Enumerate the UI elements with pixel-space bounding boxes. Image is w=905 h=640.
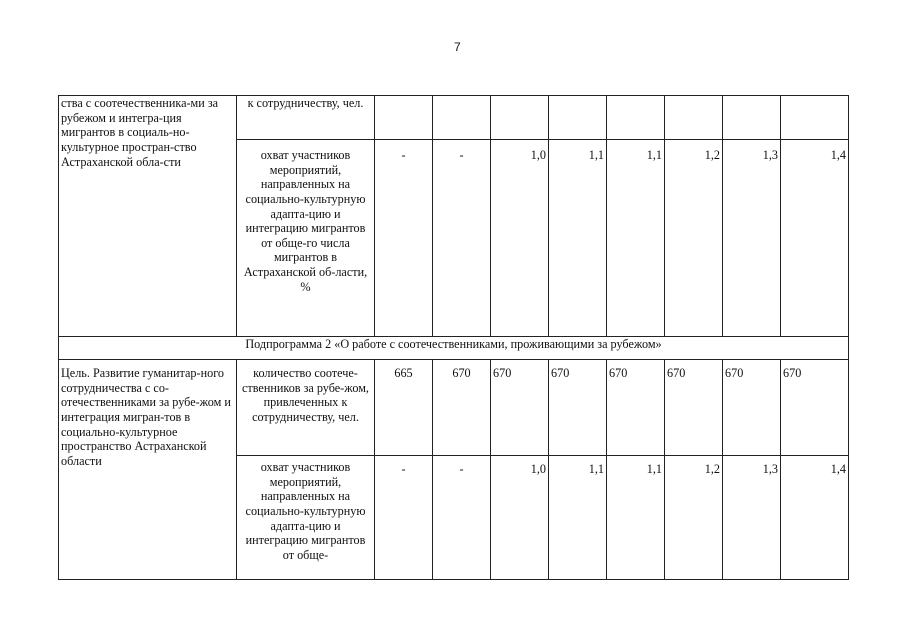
value-cell: 1,3: [723, 140, 781, 337]
value-cell: 670: [549, 360, 607, 456]
value-cell: 1,1: [549, 456, 607, 580]
value-cell: 1,1: [607, 456, 665, 580]
value-cell: [665, 96, 723, 140]
value-cell: 1,2: [665, 140, 723, 337]
value-cell: 1,0: [491, 140, 549, 337]
value-cell: -: [375, 140, 433, 337]
value-cell: -: [375, 456, 433, 580]
value-cell: 670: [781, 360, 849, 456]
value-cell: -: [433, 456, 491, 580]
value-cell: 1,4: [781, 140, 849, 337]
value-cell: 1,1: [607, 140, 665, 337]
indicators-table: [58, 95, 849, 580]
value-cell: [549, 96, 607, 140]
value-cell: 670: [491, 360, 549, 456]
indicator-cell: охват участников мероприятий, направленных на социально-культурную адапта-цию и интеграцию мигрантов от обще-: [237, 456, 375, 580]
table-row: [59, 96, 849, 140]
goal-cell: Цель. Развитие гуманитар-ного сотрудничества с со-отечественниками за рубе-жом и интеграция мигран-тов в социально-культурное пространство Астраханской области: [59, 360, 237, 580]
value-cell: 1,1: [549, 140, 607, 337]
value-cell: [781, 96, 849, 140]
value-cell: [375, 96, 433, 140]
value-cell: 665: [375, 360, 433, 456]
indicator-cell: количество соотече-ственников за рубе-жом, привлеченных к сотрудничеству, чел.: [237, 360, 375, 456]
value-cell: -: [433, 140, 491, 337]
value-cell: [491, 96, 549, 140]
table-row: [59, 360, 849, 456]
value-cell: 1,0: [491, 456, 549, 580]
subprogram-row: [59, 337, 849, 360]
value-cell: 1,3: [723, 456, 781, 580]
value-cell: 670: [433, 360, 491, 456]
value-cell: [433, 96, 491, 140]
value-cell: 670: [607, 360, 665, 456]
value-cell: 1,4: [781, 456, 849, 580]
indicator-cell: охват участников мероприятий, направленных на социально-культурную адапта-цию и интеграцию мигрантов от обще-го числа мигрантов в Астраханской об-ласти, %: [237, 140, 375, 337]
goal-cell: ства с соотечественника-ми за рубежом и интегра-ция мигрантов в социаль-но-культурное простран-ство Астраханской обла-сти: [59, 96, 237, 337]
subprogram-title: Подпрограмма 2 «О работе с соотечественниками, проживающими за рубежом»: [59, 337, 849, 360]
page-number: 7: [454, 40, 461, 54]
indicator-cell: к сотрудничеству, чел.: [237, 96, 375, 140]
value-cell: 670: [665, 360, 723, 456]
value-cell: [607, 96, 665, 140]
value-cell: 670: [723, 360, 781, 456]
value-cell: 1,2: [665, 456, 723, 580]
value-cell: [723, 96, 781, 140]
